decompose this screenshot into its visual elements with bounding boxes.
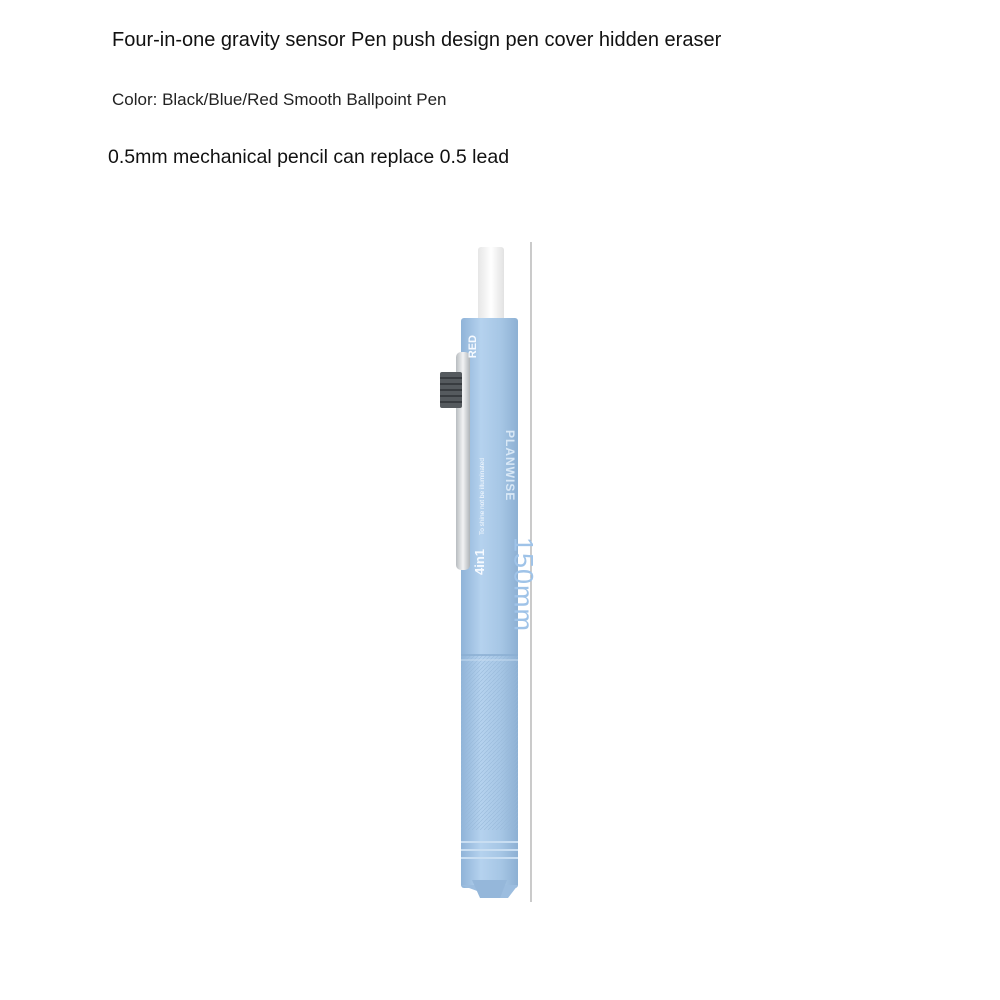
eraser-cap	[478, 247, 504, 323]
product-title-line-2: Color: Black/Blue/Red Smooth Ballpoint Pen	[112, 90, 447, 109]
side-color-label: RED	[467, 335, 479, 359]
barrel-fine-text: To shine not be illuminated	[479, 458, 486, 535]
barrel-4in1-text: 4in1	[472, 548, 487, 575]
product-title-line-1: Four-in-one gravity sensor Pen push design pen cover hidden eraser	[112, 29, 722, 51]
product-title-line-3: 0.5mm mechanical pencil can replace 0.5 lead	[108, 146, 510, 168]
pen-grip	[461, 655, 518, 830]
brand-text: PLANWISE	[503, 430, 517, 502]
dimension-label: 150mm	[508, 536, 539, 633]
